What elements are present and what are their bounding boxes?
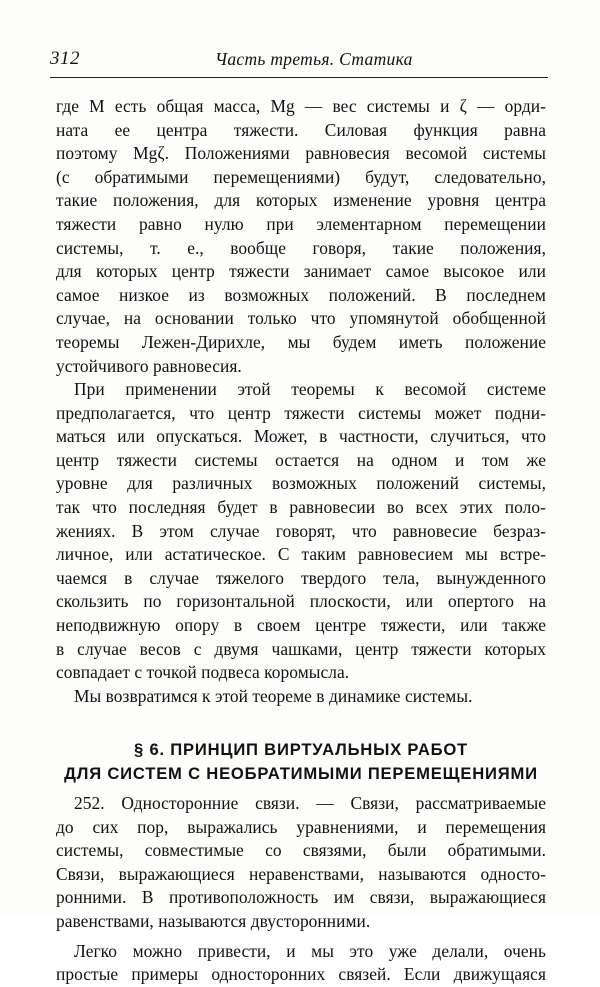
text-line: предполагается, что центр тяжести системы может подни- [56, 402, 546, 423]
text-line: системы, т. е., вообще говоря, такие положения, [56, 237, 546, 258]
text-line: совпадает с точкой подвеса коромысла. [56, 662, 350, 683]
text-line: Легко можно привести, и мы это уже делали, очень [74, 940, 546, 961]
text-line: поэтому Mgζ. Положениями равновесия весомой системы [56, 143, 546, 164]
text-line: тяжести равно нулю при элементарном перемещении [56, 213, 546, 234]
text-line: простые примеры односторонних связей. Если движущаяся [56, 964, 546, 985]
paragraph-4 [56, 792, 546, 934]
text-line: ронними. В противоположность им связи, выражающиеся [56, 887, 546, 908]
paragraph-3 [56, 685, 546, 709]
section-heading-line-1: § 6. ПРИНЦИП ВИРТУАЛЬНЫХ РАБОТ [134, 740, 468, 759]
text-line: такие положения, для которых изменение уровня центра [56, 190, 546, 211]
text-line: так что последняя будет в равновесии во всех этих поло- [56, 496, 546, 517]
text-line: (с обратимыми перемещениями) будут, следовательно, [56, 166, 546, 187]
text-line: неподвижную опору в своем центре тяжести, или также [56, 614, 546, 635]
page-number: 312 [50, 48, 80, 69]
text-line: личное, или астатическое. С таким равновесием мы встре- [56, 544, 546, 565]
text-line: до сих пор, выражались уравнениями, и перемещения [56, 816, 546, 837]
text-line: 252. Односторонние связи. — Связи, рассматриваемые [74, 793, 546, 813]
text-line: устойчивого равновесия. [56, 355, 242, 376]
page-header [50, 48, 548, 76]
section-heading [56, 738, 546, 786]
text-line: Мы возвратимся к этой теореме в динамике системы. [74, 686, 473, 706]
text-line: уровне для различных возможных положений системы, [56, 473, 546, 494]
text-line: жениях. В этом случае говорят, что равновесие безраз- [56, 520, 546, 541]
text-line: самое низкое из возможных положений. В последнем [56, 284, 546, 305]
text-line: маться или опускаться. Может, в частности, случиться, что [56, 426, 546, 447]
paragraph-5 [56, 940, 546, 987]
text-line: случае, на основании только что упомянутой обобщенной [56, 308, 546, 329]
text-line: ната ее центра тяжести. Силовая функция равна [56, 119, 546, 140]
running-head: Часть третья. Статика [215, 49, 413, 69]
text-line: скользить по горизонтальной плоскости, или опертого на [56, 591, 546, 612]
text-line: При применении этой теоремы к весомой системе [74, 379, 546, 399]
section-heading-line-2: ДЛЯ СИСТЕМ С НЕОБРАТИМЫМИ ПЕРЕМЕЩЕНИЯМИ [64, 764, 538, 783]
paragraph-1 [56, 95, 546, 378]
text-line: системы, совместимые со связями, были обратимыми. [56, 840, 546, 861]
paragraph-2 [56, 378, 546, 685]
text-line: для которых центр тяжести занимает самое высокое или [56, 261, 546, 282]
text-line: в случае весов с двумя чашками, центр тяжести которых [56, 638, 546, 659]
header-rule [50, 77, 548, 78]
text-line: центр тяжести системы остается на одном и том же [56, 449, 546, 470]
text-line: где M есть общая масса, Mg — вес системы и ζ — орди- [56, 96, 546, 116]
text-line: теоремы Лежен-Дирихле, мы будем иметь положение [56, 331, 546, 352]
text-line: Связи, выражающиеся неравенствами, называются односто- [56, 863, 546, 884]
text-line: чаемся в случае тяжелого твердого тела, вынужденного [56, 567, 546, 588]
text-line: равенствами, называются двусторонними. [56, 910, 371, 931]
